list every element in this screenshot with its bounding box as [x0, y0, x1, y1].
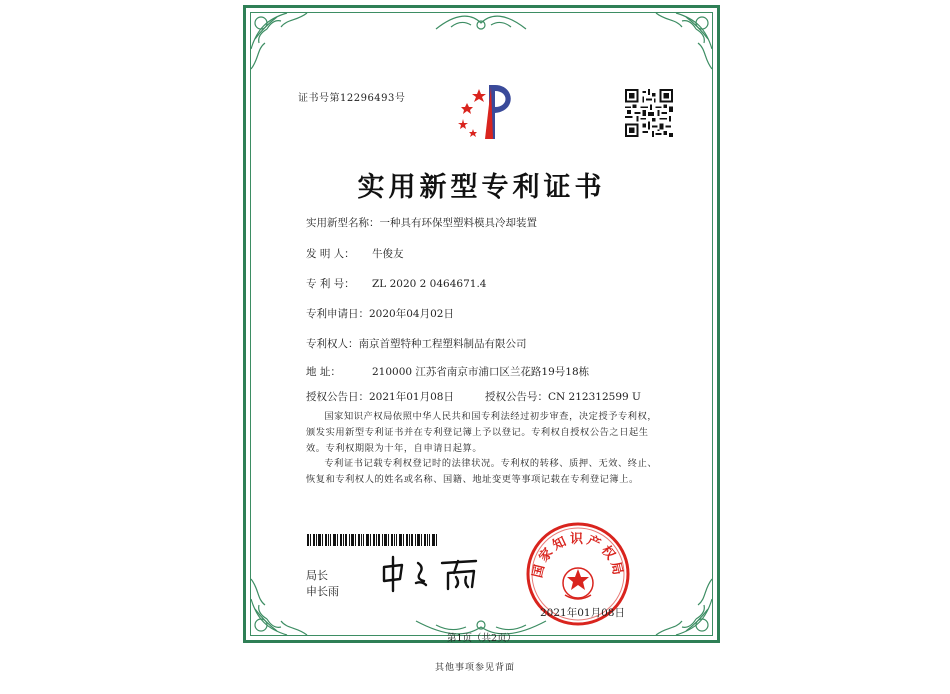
patent-number-row — [306, 276, 486, 291]
filing-date-row — [306, 306, 454, 321]
certificate-title: 实用新型专利证书 — [357, 172, 606, 203]
seal-date: 2021年01月08日 — [540, 607, 625, 619]
field-value: CN 212312599 U — [548, 391, 641, 403]
field-label: 专 利 号： — [306, 278, 355, 290]
corner-ornament — [646, 569, 716, 639]
field-value: ZL 2020 2 0464671.4 — [372, 278, 487, 290]
inventor-row — [306, 246, 404, 261]
field-value: 牛俊友 — [372, 248, 404, 260]
corner-ornament — [646, 9, 716, 79]
cnipa-logo-icon — [449, 81, 521, 141]
field-value: 南京首塑特种工程塑料制品有限公司 — [358, 338, 527, 350]
address-row — [306, 364, 589, 379]
field-label: 授权公告号： — [485, 391, 548, 403]
top-ornament — [431, 11, 531, 33]
field-value: 210000 江苏省南京市浦口区兰花路19号18栋 — [372, 366, 590, 378]
director-title: 局长 — [306, 569, 328, 582]
patent-certificate — [243, 5, 720, 643]
footnote: 其他事项参见背面 — [434, 663, 515, 673]
utility-model-name-row — [306, 215, 537, 230]
seal-text: 国家知识产权局 — [530, 532, 626, 580]
grant-row — [306, 389, 641, 404]
field-label: 地 址： — [306, 366, 341, 378]
grant-publication — [485, 389, 641, 404]
corner-ornament — [247, 9, 317, 79]
page-number: 第1页（共2页） — [446, 633, 517, 644]
field-value: 2021年01月08日 — [369, 391, 454, 403]
paragraph-grant-decision: 国家知识产权局依照中华人民共和国专利法经过初步审查，决定授予专利权，颁发实用新型专利证书并在专利登记簿上予以登记。专利权自授权公告之日起生效。专利权期限为十年，自申请日起算。 — [306, 411, 658, 454]
certificate-number: 证书号第12296493号 — [298, 93, 406, 104]
patentee-row — [306, 336, 527, 351]
qr-code-icon — [625, 89, 673, 137]
field-label: 发 明 人： — [306, 248, 355, 260]
paragraph-legal-status: 专利证书记载专利权登记时的法律状况。专利权的转移、质押、无效、终止、恢复和专利权人的姓名或名称、国籍、地址变更等事项记载在专利登记簿上。 — [306, 458, 658, 485]
field-label: 实用新型名称： — [306, 217, 380, 229]
barcode-icon — [307, 531, 437, 543]
field-label: 专利权人： — [306, 338, 359, 350]
field-label: 专利申请日： — [306, 308, 369, 320]
field-value: 2020年04月02日 — [369, 308, 454, 320]
signature-icon — [378, 553, 488, 593]
director-name: 申长雨 — [306, 585, 339, 598]
field-value: 一种具有环保型塑料模具冷却装置 — [379, 217, 537, 229]
field-label: 授权公告日： — [306, 391, 369, 403]
